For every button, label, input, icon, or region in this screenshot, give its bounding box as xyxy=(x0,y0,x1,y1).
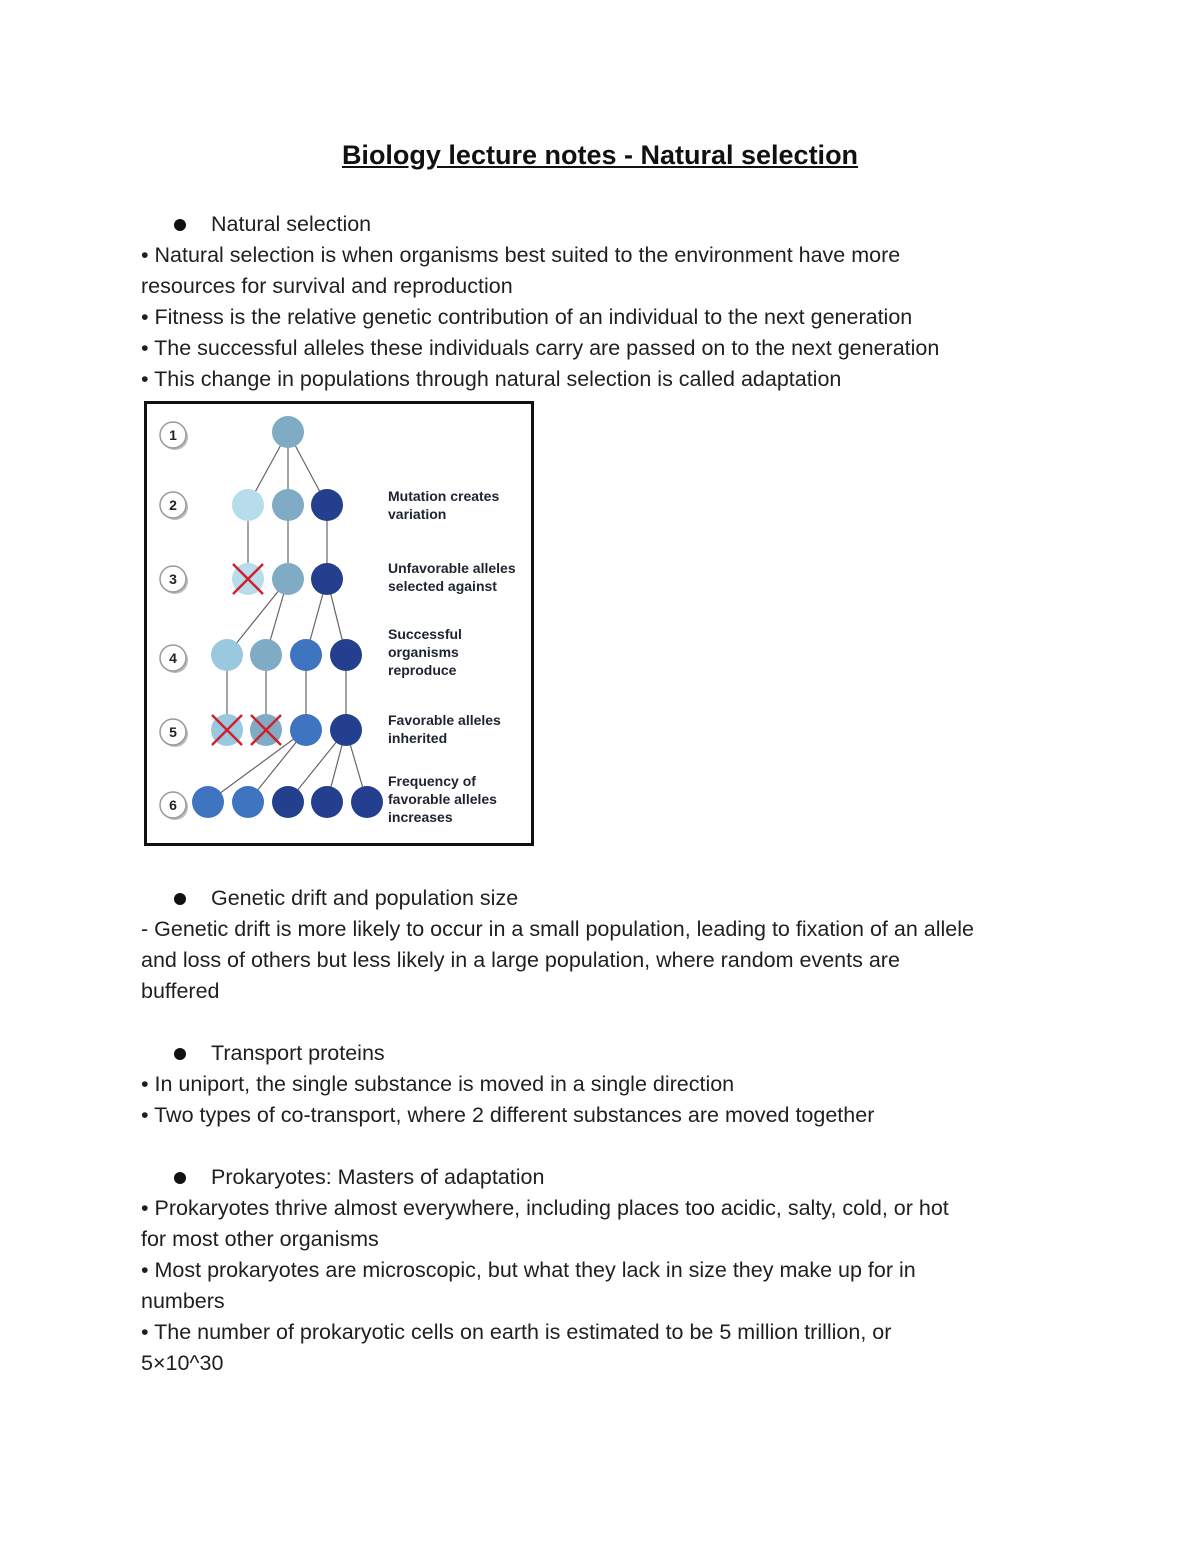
organism-circle xyxy=(311,786,343,818)
step-number: 1 xyxy=(169,427,177,443)
organism-circle xyxy=(211,639,243,671)
section-heading-natural-selection: Natural selection xyxy=(211,212,372,236)
body-line: buffered xyxy=(141,979,220,1003)
body-line: - Genetic drift is more likely to occur in a small population, leading to fixation of an allele xyxy=(141,917,974,941)
body-line: • The number of prokaryotic cells on earth is estimated to be 5 million trillion, or xyxy=(141,1320,892,1344)
section-heading-prokaryotes: Prokaryotes: Masters of adaptation xyxy=(211,1165,545,1189)
label-frequency: Frequency of xyxy=(388,773,476,789)
organism-circle xyxy=(290,714,322,746)
label-mutation: variation xyxy=(388,506,447,522)
step-number: 6 xyxy=(169,797,177,813)
step-number-badge xyxy=(160,566,188,594)
organism-circle xyxy=(272,489,304,521)
natural-selection-diagram xyxy=(144,401,534,846)
label-mutation: Mutation creates xyxy=(388,488,500,504)
organism-circle xyxy=(311,563,343,595)
organism-circle xyxy=(330,639,362,671)
organism-circle xyxy=(311,489,343,521)
body-line: numbers xyxy=(141,1289,225,1313)
body-line: 5×10^30 xyxy=(141,1351,224,1375)
body-line: • Natural selection is when organisms best suited to the environment have more xyxy=(141,243,901,267)
organism-circle xyxy=(272,786,304,818)
label-successful: reproduce xyxy=(388,662,457,678)
label-unfavorable: selected against xyxy=(388,578,497,594)
organism-circle xyxy=(330,714,362,746)
organism-circle xyxy=(232,786,264,818)
label-favorable: Favorable alleles xyxy=(388,712,501,728)
organism-circle xyxy=(272,416,304,448)
step-number: 2 xyxy=(169,497,177,513)
label-frequency: favorable alleles xyxy=(388,791,497,807)
body-line: • Fitness is the relative genetic contribution of an individual to the next generation xyxy=(141,305,913,329)
body-line: resources for survival and reproduction xyxy=(141,274,513,298)
body-line: for most other organisms xyxy=(141,1227,379,1251)
body-line: • Prokaryotes thrive almost everywhere, including places too acidic, salty, cold, or hot xyxy=(141,1196,949,1220)
svg-text:Mutation createsvariation xyxy=(388,488,499,522)
step-number-badge xyxy=(160,719,188,747)
organism-circle xyxy=(232,489,264,521)
label-unfavorable: Unfavorable alleles xyxy=(388,560,516,576)
bullet-dot xyxy=(174,893,186,905)
organism-circle xyxy=(272,563,304,595)
label-frequency: increases xyxy=(388,809,453,825)
bullet-dot xyxy=(174,219,186,231)
step-number: 3 xyxy=(169,571,177,587)
step-number: 4 xyxy=(169,650,177,666)
svg-text:Successfulorganismsreproduce xyxy=(388,626,462,678)
step-number-badge xyxy=(160,792,188,820)
diagram-canvas xyxy=(147,404,531,843)
section-heading-genetic-drift: Genetic drift and population size xyxy=(211,886,519,910)
body-line: • Most prokaryotes are microscopic, but what they lack in size they make up for in xyxy=(141,1258,916,1282)
step-number-badge xyxy=(160,422,188,450)
svg-text:Favorable allelesinherited xyxy=(388,712,501,746)
organism-circle xyxy=(290,639,322,671)
page-title: Biology lecture notes - Natural selection xyxy=(341,140,859,170)
step-number-badge xyxy=(160,492,188,520)
organism-circle xyxy=(250,639,282,671)
step-number-badge xyxy=(160,645,188,673)
body-line: • This change in populations through natural selection is called adaptation xyxy=(141,367,842,391)
body-line: • The successful alleles these individuals carry are passed on to the next generation xyxy=(141,336,940,360)
bullet-dot xyxy=(174,1172,186,1184)
svg-text:Unfavorable allelesselected ag xyxy=(388,560,516,594)
label-successful: Successful xyxy=(388,626,462,642)
label-successful: organisms xyxy=(388,644,459,660)
organism-circle xyxy=(192,786,224,818)
section-heading-transport-proteins: Transport proteins xyxy=(211,1041,385,1065)
body-line: and loss of others but less likely in a large population, where random events are xyxy=(141,948,900,972)
svg-text:Frequency offavorable allelesi xyxy=(388,773,497,825)
bullet-dot xyxy=(174,1048,186,1060)
organism-circle xyxy=(351,786,383,818)
body-line: • Two types of co-transport, where 2 different substances are moved together xyxy=(141,1103,875,1127)
label-favorable: inherited xyxy=(388,730,448,746)
body-line: • In uniport, the single substance is moved in a single direction xyxy=(141,1072,735,1096)
step-number: 5 xyxy=(169,724,177,740)
